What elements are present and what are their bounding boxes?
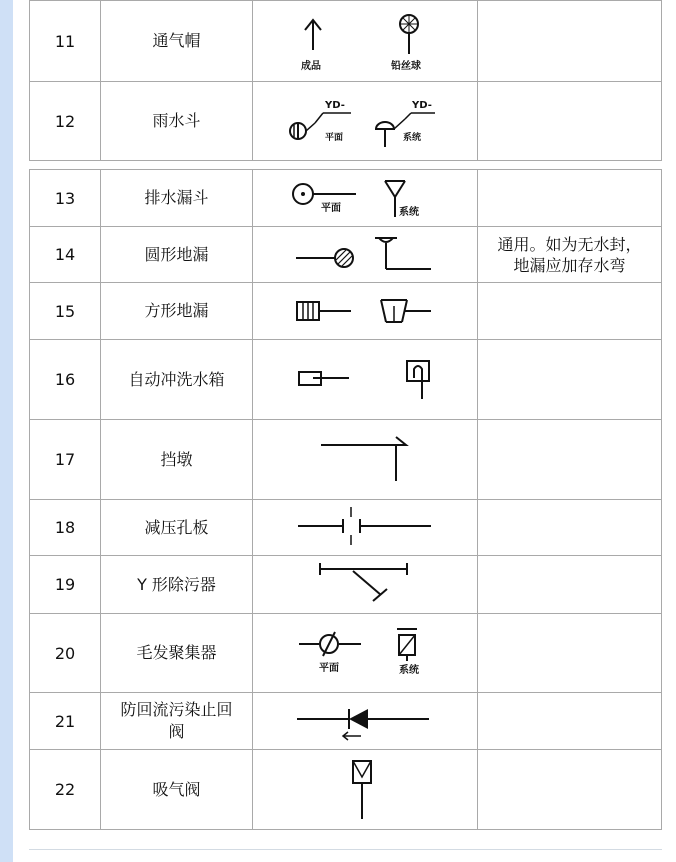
symbol-cell xyxy=(253,227,478,283)
backflow-check-valve-symbol xyxy=(253,694,477,749)
symbol-label: YD- xyxy=(412,99,432,111)
auto-flush-tank-symbol xyxy=(253,341,477,419)
table-gap xyxy=(30,161,662,170)
row-note xyxy=(478,420,662,500)
table-row xyxy=(30,340,662,420)
row-number: 15 xyxy=(30,283,101,340)
y-strainer-symbol xyxy=(253,557,477,613)
bottom-divider xyxy=(29,849,662,850)
symbol-label: 平面 xyxy=(321,202,341,214)
row-name xyxy=(101,693,253,750)
symbol-label: 平面 xyxy=(325,132,344,143)
symbol-label: 系统 xyxy=(399,664,419,676)
symbol-cell xyxy=(253,556,478,614)
table-row xyxy=(30,693,662,750)
symbol-cell xyxy=(253,283,478,340)
table-row xyxy=(30,420,662,500)
pressure-orifice-symbol xyxy=(253,501,477,555)
table-row xyxy=(30,556,662,614)
row-name: 方形地漏 xyxy=(101,283,253,340)
row-note xyxy=(478,500,662,556)
air-admittance-valve-symbol xyxy=(253,751,477,829)
thrust-block-symbol xyxy=(253,421,477,499)
row-name: 雨水斗 xyxy=(101,82,253,161)
row-name: 挡墩 xyxy=(101,420,253,500)
name-line: 防回流污染止回 xyxy=(120,700,233,719)
note-line: 通用。如为无水封， xyxy=(497,234,642,254)
vent-cap-symbol xyxy=(253,2,477,81)
row-name: Y 形除污器 xyxy=(101,556,253,614)
row-number: 13 xyxy=(30,170,101,227)
symbol-cell xyxy=(253,1,478,82)
note-line: 地漏应加存水弯 xyxy=(513,255,626,275)
symbol-label: 成品 xyxy=(301,60,321,72)
symbol-cell xyxy=(253,82,478,161)
rain-hopper-symbol xyxy=(253,83,477,160)
table-row xyxy=(30,750,662,830)
row-number: 16 xyxy=(30,340,101,420)
symbol-label: 平面 xyxy=(319,662,339,674)
row-number: 11 xyxy=(30,1,101,82)
symbol-label: YD- xyxy=(325,99,345,111)
row-name: 吸气阀 xyxy=(101,750,253,830)
row-note xyxy=(478,227,662,283)
square-floor-drain-symbol xyxy=(253,284,477,339)
row-note xyxy=(478,1,662,82)
row-number: 21 xyxy=(30,693,101,750)
row-name: 通气帽 xyxy=(101,1,253,82)
row-note xyxy=(478,170,662,227)
row-number: 12 xyxy=(30,82,101,161)
symbol-legend-table xyxy=(29,0,662,830)
symbol-cell xyxy=(253,170,478,227)
row-name: 减压孔板 xyxy=(101,500,253,556)
row-note xyxy=(478,556,662,614)
row-note xyxy=(478,82,662,161)
row-note xyxy=(478,693,662,750)
table-row xyxy=(30,500,662,556)
symbol-cell xyxy=(253,340,478,420)
row-name: 自动冲洗水箱 xyxy=(101,340,253,420)
row-note xyxy=(478,340,662,420)
row-number: 22 xyxy=(30,750,101,830)
row-number: 20 xyxy=(30,614,101,693)
drain-funnel-symbol xyxy=(253,171,477,226)
row-number: 19 xyxy=(30,556,101,614)
symbol-label: 铅丝球 xyxy=(391,60,421,72)
symbol-cell xyxy=(253,500,478,556)
page-left-strip xyxy=(0,0,13,862)
row-note xyxy=(478,614,662,693)
row-name: 排水漏斗 xyxy=(101,170,253,227)
table-row xyxy=(30,1,662,82)
row-note xyxy=(478,750,662,830)
table-row xyxy=(30,170,662,227)
row-number: 14 xyxy=(30,227,101,283)
round-floor-drain-symbol xyxy=(253,228,477,282)
symbol-label: 系统 xyxy=(399,206,419,218)
row-number: 18 xyxy=(30,500,101,556)
symbol-cell xyxy=(253,750,478,830)
symbol-cell xyxy=(253,614,478,693)
table-row xyxy=(30,283,662,340)
symbol-label: 系统 xyxy=(403,132,422,143)
row-note xyxy=(478,283,662,340)
row-name: 毛发聚集器 xyxy=(101,614,253,693)
table-row xyxy=(30,614,662,693)
symbol-cell xyxy=(253,420,478,500)
row-number: 17 xyxy=(30,420,101,500)
row-name: 圆形地漏 xyxy=(101,227,253,283)
table-row xyxy=(30,82,662,161)
name-line: 阀 xyxy=(168,722,185,741)
symbol-cell xyxy=(253,693,478,750)
table-row xyxy=(30,227,662,283)
hair-collector-symbol xyxy=(253,615,477,692)
